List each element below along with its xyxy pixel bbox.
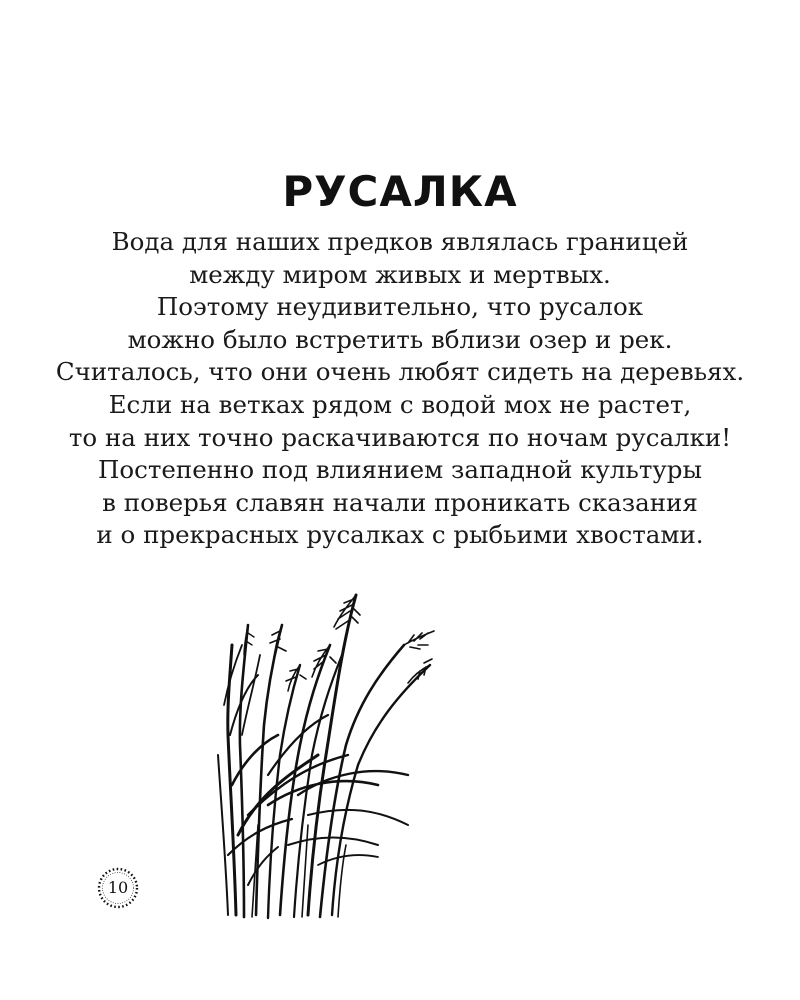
- text-line: в поверья славян начали проникать сказания: [102, 487, 698, 517]
- text-line: Считалось, что они очень любят сидеть на деревьях.: [55, 357, 745, 387]
- page-title: РУСАЛКА: [282, 167, 518, 216]
- text-line: Поэтому неудивительно, что русалок: [156, 292, 644, 322]
- page-number-badge: [96, 866, 140, 910]
- reeds-illustration: [208, 585, 468, 920]
- text-line: и о прекрасных русалках с рыбьими хвостами.: [96, 520, 704, 550]
- body-text: [40, 226, 760, 552]
- text-line: Вода для наших предков являлась границей: [111, 227, 689, 256]
- page-number: 10: [107, 878, 129, 897]
- text-line: то на них точно раскачиваются по ночам русалки!: [68, 422, 732, 452]
- text-line: между миром живых и мертвых.: [189, 259, 611, 289]
- text-line: Постепенно под влиянием западной культуры: [98, 455, 702, 485]
- text-line: можно было встретить вблизи озер и рек.: [127, 324, 673, 354]
- text-line: Если на ветках рядом с водой мох не растет,: [108, 389, 692, 419]
